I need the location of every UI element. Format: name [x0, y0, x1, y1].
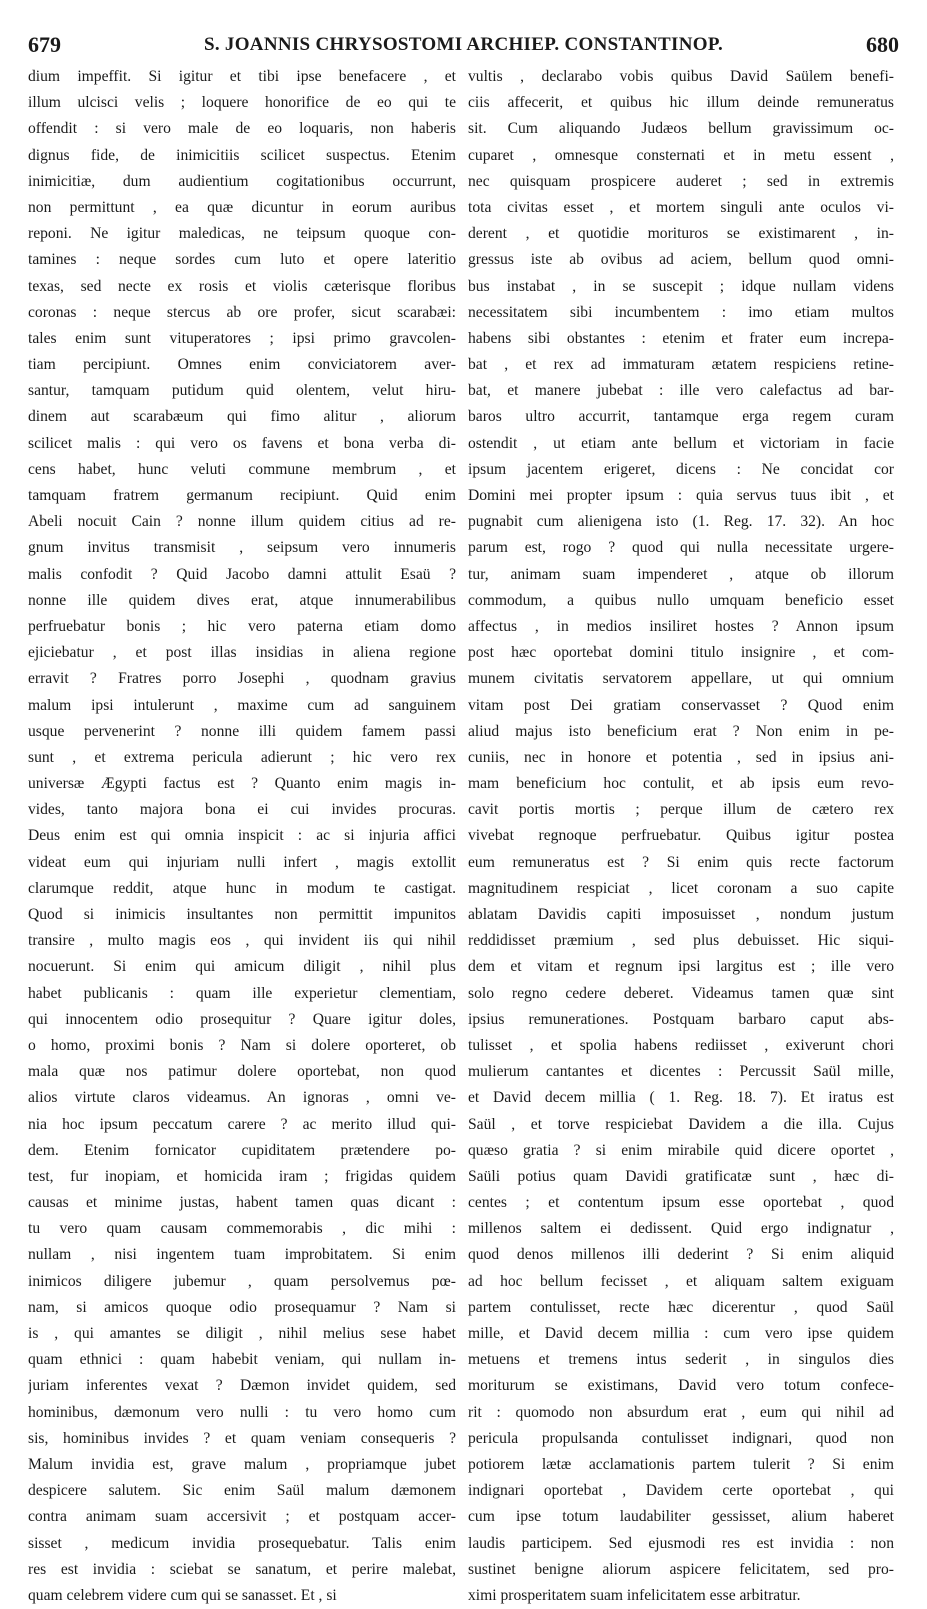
text-line: Deus enim est qui omnia inspicit : ac si injuria affici — [28, 827, 456, 845]
column-gutter — [460, 64, 461, 1474]
text-line: ipsius remunerationes. Postquam barbaro caput abs- — [468, 1010, 894, 1028]
text-line: perfruebatur bonis ; hic vero paterna etiam domo — [28, 617, 456, 635]
text-line: vitam post Dei gratiam conservasset ? Quod enim — [468, 696, 894, 714]
text-line: metuens et tremens intus sederit , in singulos dies — [468, 1351, 894, 1369]
text-line: res est invidia : sciebat se sanatum, et perire malebat, — [28, 1560, 456, 1578]
text-line: magnitudinem respiciat , licet coronam a suo capite — [468, 879, 894, 897]
text-line: dem. Etenim fornicator cupiditatem prætendere po- — [28, 1141, 456, 1159]
text-line: reponi. Ne igitur maledicas, ne teipsum quoque con- — [28, 225, 456, 243]
text-line: bus instabat , in se suscepit ; idque nullam videns — [468, 277, 894, 295]
text-line: bat , et rex ad immaturam ætatem respiciens retine- — [468, 356, 894, 374]
right-column — [468, 64, 894, 1609]
text-line: Domini mei propter ipsum : quia servus tuus ibit , et — [468, 487, 894, 504]
text-line: malum ipsi intulerunt , maxime cum ad sanguinem — [28, 696, 456, 714]
text-line: qui innocentem odio prosequitur ? Quare igitur doles, — [28, 1010, 456, 1028]
text-line: ablatam Davidis capiti imposuisset , nondum justum — [468, 906, 894, 923]
text-line: santur, tamquam putidum quid olentem, velut hiru- — [28, 382, 456, 400]
text-line: quæso gratia ? si enim mirabile quid dicere oportet , — [468, 1141, 894, 1159]
text-line: vivebat regnoque perfruebatur. Quibus igitur postea — [468, 827, 894, 845]
text-line: nullam , nisi ingentem tuam improbitatem. Si enim — [28, 1246, 456, 1264]
text-line: cens habet, hunc veluti commune membrum , et — [28, 460, 456, 478]
text-line: reddidisset præmium , sed plus debuisset. Hic siqui- — [468, 932, 894, 950]
text-line: gressus iste ab ovibus ad aciem, bellum quod omni- — [468, 251, 894, 269]
text-line: universæ Ægypti factus est ? Quanto enim magis in- — [28, 775, 456, 793]
text-line: inimicos diligere jubemur , quam persolvemus pœ- — [28, 1272, 456, 1290]
text-line: habens sibi obstantes : etenim et frater eum increpa- — [468, 329, 894, 347]
text-line: millenos saltem ei dedissent. Quid ergo indignatur , — [468, 1220, 894, 1238]
text-line: quam ethnici : quam habebit veniam, qui nullam in- — [28, 1351, 456, 1369]
text-line: tur, animam suam impenderet , atque ob illorum — [468, 565, 894, 583]
running-title: S. JOANNIS CHRYSOSTOMI ARCHIEP. CONSTANTINOP. — [203, 34, 724, 55]
text-line: nonne ille quidem dives erat, atque innumerabilibus — [28, 591, 456, 609]
text-line: ipsum jacentem erigeret, dicens : Ne concidat cor — [468, 460, 894, 478]
text-line: dinem aut scarabæum qui fimo alitur , aliorum — [28, 408, 456, 426]
text-line: Malum invidia est, grave malum , propriamque jubet — [28, 1455, 456, 1473]
text-line: juriam inferentes vexat ? Dæmon invidet quidem, sed — [28, 1377, 456, 1395]
text-line: nia hoc ipsum peccatum carere ? ac merito illud qui- — [28, 1115, 456, 1133]
text-line: mam beneficium hoc contulit, et ab ipsis eum revo- — [468, 775, 894, 793]
text-line: tu vero quam causam commemorabis , dic mihi : — [28, 1220, 456, 1238]
text-line: texas, sed necte ex rosis et violis cæterisque floribus — [28, 277, 456, 295]
text-line: scilicet malis : qui vero os favens et bona verba di- — [28, 434, 456, 452]
text-line: coronas : neque stercus ab ore profer, sicut scarabæi: — [28, 303, 456, 321]
text-line: derent , et quotidie morituros se existimarent , in- — [468, 225, 894, 243]
text-line: ciis affecerit, et quibus hic illum deinde remuneratus — [468, 94, 894, 112]
text-line: test, fur inopiam, et homicida iram ; frigidas quidem — [28, 1167, 456, 1185]
text-line: tulisset , et spolia habens rediisset , exiverunt chori — [468, 1036, 894, 1054]
text-line: tamines : neque sordes cum luto et opere lateritio — [28, 251, 456, 269]
text-line: Abeli nocuit Cain ? nonne illum quidem citius ad re- — [28, 513, 456, 531]
text-line: ximi prosperitatem suam infelicitatem esse arbitratur. — [468, 1586, 801, 1604]
text-line: pugnabit cum alienigena isto (1. Reg. 17. 32). An hoc — [468, 513, 894, 531]
text-line: commodum, a quibus nullo umquam beneficio esset — [468, 591, 894, 609]
text-line: usque pervenerint ? nonne illi quidem famem passi — [28, 722, 456, 740]
text-line: vides, tanto majora bona ei cui invides procuras. — [28, 801, 456, 819]
text-line: necessitatem sibi incumbentem : imo etiam multos — [468, 303, 894, 321]
text-line: pericula propulsanda contulisset indignari, quod non — [468, 1429, 894, 1447]
text-line: offendit : si vero male de eo loquaris, non haberis — [28, 120, 456, 138]
text-line: ejiciebatur , et post illas insidias in aliena regione — [28, 644, 456, 662]
text-line: contra animam suam accersivit ; et postquam accer- — [28, 1508, 456, 1526]
text-line: Saül , et torve respiciebat Davidem a die illa. Cujus — [468, 1115, 894, 1133]
text-line: cuparet , omnesque consternati et in metu essent , — [468, 146, 894, 164]
text-line: eum remuneratus est ? Si enim quis recte factorum — [468, 853, 894, 871]
page-header — [28, 30, 899, 60]
text-line: quod denos millenos illi dederint ? Si enim aliquid — [468, 1246, 894, 1264]
text-line: non permittunt , ea quæ dicuntur in eorum auribus — [28, 198, 456, 216]
text-line: nocuerunt. Si enim qui amicum diligit , nihil plus — [28, 958, 456, 976]
text-line: centes ; et contentum ipsum esse oportebat , quod — [468, 1194, 894, 1212]
text-line: Saüli potius quam Davidi gratificatæ sunt , hæc di- — [468, 1167, 894, 1185]
text-line: inimicitiæ, dum audientium cogitationibus occurrunt, — [28, 172, 456, 190]
text-line: sis, hominibus invides ? et quam veniam consequeris ? — [28, 1429, 456, 1447]
text-line: nam, si amicos quoque odio prosequamur ? Nam si — [28, 1298, 456, 1316]
text-line: mala quæ nos patimur dolere oportebat, non quod — [28, 1063, 456, 1081]
text-line: parum est, rogo ? quod qui nulla necessitate urgere- — [468, 539, 894, 557]
text-line: affectus , in medios insiliret hostes ? Annon ipsum — [468, 617, 894, 635]
text-line: transire , multo magis eos , qui invident iis qui nihil — [28, 932, 456, 950]
text-line: indignari oportebat , Davidem certe oportebat , qui — [468, 1482, 894, 1500]
text-line: Quod si inimicis insultantes non permittit impunitos — [28, 906, 456, 923]
text-line: tota civitas esset , et mortem singuli ante oculos vi- — [468, 198, 894, 216]
text-line: laudis participem. Sed ejusmodi res est invidia : non — [468, 1534, 894, 1552]
text-line: moriturum se existimans, David vero totum confece- — [468, 1377, 894, 1395]
text-line: illum ulcisci velis ; loquere honorifice de eo qui te — [28, 94, 456, 112]
text-line: tamquam fratrem germanum recipiunt. Quid enim — [28, 487, 456, 504]
text-line: post hæc oportebat domini titulo insignire , et com- — [468, 644, 894, 662]
text-line: partem contulisset, recte hæc dicerentur , quod Saül — [468, 1298, 894, 1316]
text-line: mille, et David decem millia : cum vero ipse quidem — [468, 1325, 894, 1342]
page-number-right: 680 — [866, 32, 899, 57]
text-line: dignus fide, de inimicitiis scilicet suspectus. Etenim — [28, 146, 456, 164]
text-line: o homo, proximi bonis ? Nam si dolere oporteret, ob — [28, 1036, 456, 1054]
text-line: dem et vitam et regnum ipsi largitus est ; ille vero — [468, 958, 894, 976]
text-line: ostendit , ut etiam ante bellum et victoriam in facie — [468, 434, 894, 452]
text-line: malis confodit ? Quid Jacobo damni attulit Esaü ? — [28, 565, 456, 583]
text-line: clarumque reddit, atque hunc in modum te castigat. — [28, 879, 456, 897]
text-line: vultis , declarabo vobis quibus David Saülem benefi- — [468, 68, 894, 85]
text-line: sit. Cum aliquando Judæos bellum gravissimum oc- — [468, 120, 894, 138]
text-line: solo regno cedere deberet. Videamus tamen quæ sint — [468, 984, 894, 1002]
left-column — [28, 64, 456, 1609]
text-line: sustinet benigne aliorum aspicere felicitatem, sed pro- — [468, 1560, 894, 1578]
text-line: dium impeffit. Si igitur et tibi ipse benefacere , et — [28, 68, 456, 85]
text-line: munem civitatis servatorem appellare, ut qui omnium — [468, 670, 894, 688]
text-line: causas et minime justas, habent tamen quas dicant : — [28, 1194, 456, 1212]
text-line: rit : quomodo non absurdum erat , eum qui nihil ad — [468, 1403, 894, 1421]
text-line: aliud majus isto beneficium erat ? Non enim in pe- — [468, 722, 894, 740]
text-line: mulierum cantantes et dicentes : Percussit Saül mille, — [468, 1063, 894, 1081]
text-line: ad hoc bellum fecisset , et aliquam saltem exiguam — [468, 1272, 894, 1290]
text-line: videat eum qui injuriam nulli infert , magis extollit — [28, 853, 456, 871]
text-line: quam celebrem videre cum qui se sanasset. Et , si — [28, 1586, 337, 1604]
text-line: nec quisquam prospicere auderet ; sed in extremis — [468, 172, 894, 190]
text-line: cum ipse totum laudabiliter gessisset, alium haberet — [468, 1508, 894, 1526]
text-line: baros ultro accurrit, tantamque erga regem curam — [468, 408, 894, 426]
text-line: erravit ? Fratres porro Josephi , quodnam gravius — [28, 670, 456, 688]
text-line: habet publicanis : quam ille experietur clementiam, — [28, 984, 456, 1002]
text-line: cuniis, nec in honore et potentia , sed in ipsius ani- — [468, 748, 894, 766]
text-line: is , qui amantes se diligit , nihil melius sese habet — [28, 1325, 456, 1342]
text-line: bat, et manere jubebat : ille vero calefactus ad bar- — [468, 382, 894, 400]
text-line: et David decem millia ( 1. Reg. 18. 7). Et iratus est — [468, 1089, 894, 1107]
text-line: tales enim sunt vituperatores ; ipsi primo gravcolen- — [28, 329, 456, 347]
page-number-left: 679 — [28, 32, 61, 57]
text-line: gnum invitus transmisit , seipsum vero innumeris — [28, 539, 456, 557]
text-line: hominibus, dæmonum vero nulli : tu vero homo cum — [28, 1403, 456, 1421]
text-line: potiorem lætæ acclamationis partem tulerit ? Si enim — [468, 1455, 894, 1473]
text-line: sunt , et extrema pericula adierunt ; hic vero rex — [28, 748, 456, 766]
text-line: alios virtute claros videamus. An ignoras , omni ve- — [28, 1089, 456, 1107]
text-line: sisset , medicum invidia prosequebatur. Talis enim — [28, 1534, 456, 1552]
text-line: cavit portis mortis ; perque illum de cætero rex — [468, 801, 894, 819]
text-line: tiam percipiunt. Omnes enim conviciatorem aver- — [28, 356, 456, 374]
text-line: despicere salutem. Sic enim Saül malum dæmonem — [28, 1482, 456, 1500]
